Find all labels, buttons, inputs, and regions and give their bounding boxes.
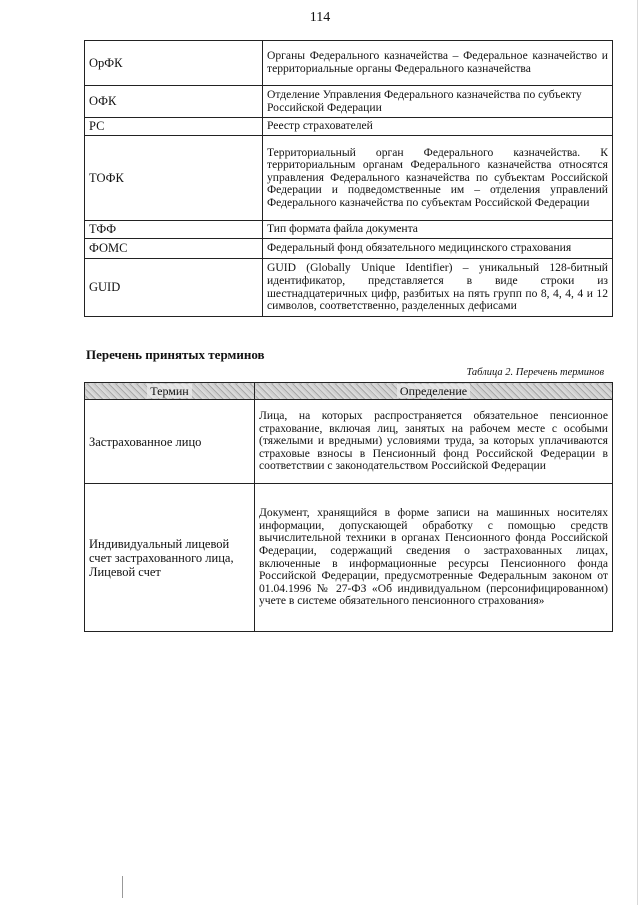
section-heading: Перечень принятых терминов bbox=[86, 347, 265, 362]
scan-margin-mark bbox=[122, 876, 123, 898]
table-row bbox=[85, 484, 613, 632]
terms-table bbox=[84, 382, 613, 632]
definition-cell: Лица, на которых распространяется обязательное пенсионное страхование, включая лиц, занятых на рабочем месте с особыми (тяжелыми и вредными) условиями труда, за которых уплачиваются страховые взносы в Пенсионный фонд Российской Федерации в соответствии с законодательством Российской Федерации bbox=[255, 400, 613, 484]
table-row bbox=[85, 136, 613, 221]
abbreviation-cell: ОрФК bbox=[85, 41, 263, 86]
column-header-definition bbox=[255, 383, 613, 400]
definition-cell: Органы Федерального казначейства – Федеральное казначейство и территориальные органы Федерального казначейства bbox=[263, 41, 613, 86]
abbreviation-cell: РС bbox=[85, 118, 263, 136]
definition-cell: Федеральный фонд обязательного медицинского страхования bbox=[263, 239, 613, 259]
column-header-term bbox=[85, 383, 255, 400]
table-row bbox=[85, 41, 613, 86]
column-header-term-label: Термин bbox=[147, 384, 191, 398]
term-cell: Индивидуальный лицевой счет застрахованного лица, Лицевой счет bbox=[85, 484, 255, 632]
definition-cell: Документ, хранящийся в форме записи на машинных носителях информации, допускающей обработку с помощью средств вычислительной техники в органах Пенсионного фонда Российской Федерации, содержащий сведения о застрахованных лицах, включенные в информационные ресурсы Пенсионного фонда Российской Федерации, предусмотренные Федеральным законом от 01.04.1996 № 27-ФЗ «Об индивидуальном (персонифицированном) учете в системе обязательного пенсионного страхования» bbox=[255, 484, 613, 632]
abbreviation-cell: ТОФК bbox=[85, 136, 263, 221]
definition-cell: Территориальный орган Федерального казначейства. К территориальным органам Федерального казначейства относятся управления Федерального казначейства по субъектам Российской Федерации и подведомственные им – отделения управлений Федерального казначейства по субъектам Российской Федерации bbox=[263, 136, 613, 221]
table-row bbox=[85, 239, 613, 259]
abbreviation-cell: ТФФ bbox=[85, 221, 263, 239]
definition-cell: Тип формата файла документа bbox=[263, 221, 613, 239]
abbreviation-cell: ФОМС bbox=[85, 239, 263, 259]
abbreviation-cell: GUID bbox=[85, 259, 263, 317]
definition-cell: Реестр страхователей bbox=[263, 118, 613, 136]
abbreviation-cell: ОФК bbox=[85, 86, 263, 118]
term-cell: Застрахованное лицо bbox=[85, 400, 255, 484]
page-number: 114 bbox=[309, 10, 331, 25]
table-row bbox=[85, 221, 613, 239]
column-header-definition-label: Определение bbox=[397, 384, 470, 398]
scan-edge-line bbox=[637, 0, 638, 905]
table-caption: Таблица 2. Перечень терминов bbox=[466, 367, 604, 378]
definition-cell: GUID (Globally Unique Identifier) – уникальный 128-битный идентификатор, представляется в виде строки из шестнадцатеричных цифр, разбитых на пять групп по 8, 4, 4, 4 и 12 символов, соответственно, разделенных дефисами bbox=[263, 259, 613, 317]
table-row bbox=[85, 118, 613, 136]
table-row bbox=[85, 259, 613, 317]
table-row bbox=[85, 400, 613, 484]
definition-cell: Отделение Управления Федерального казначейства по субъекту Российской Федерации bbox=[263, 86, 613, 118]
abbreviations-table bbox=[84, 40, 613, 317]
table-header-row bbox=[85, 383, 613, 400]
table-row bbox=[85, 86, 613, 118]
